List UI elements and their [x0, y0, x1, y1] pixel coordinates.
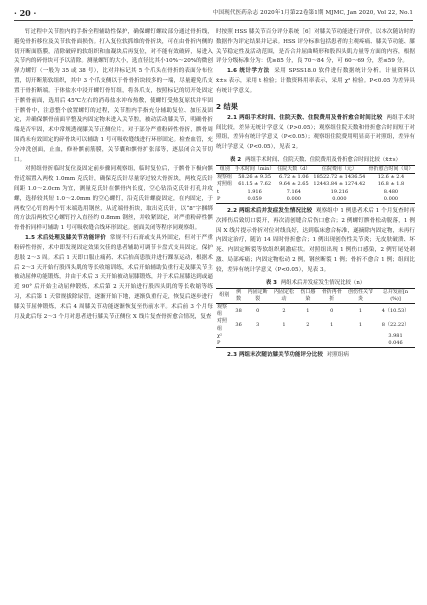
page-number: · 20 · — [14, 8, 37, 18]
table-cell: 16.8 ± 1.8 — [377, 181, 405, 188]
paragraph-text: 采用 SPSS18.0 软件进行数据统计分析。计量资料以 x̄±s 表示，采用 t 检验；计数资料用率表示，采用 χ² 检验。P<0.05 为差异具有统计学意义。 — [216, 68, 415, 94]
table-cell: 0.000 — [312, 196, 367, 204]
table-3 — [216, 288, 415, 349]
right-column — [216, 28, 415, 598]
table-cell: 0.000 — [276, 196, 312, 204]
table-cell: 对照组 — [217, 318, 228, 332]
table-header-cell: 住院天数（d） — [277, 165, 311, 172]
table-cell: 61.15 ± 7.62 — [238, 181, 272, 188]
paragraph: 对照组骨折临时复位及固定前步骤同观察组，临时复位后，于髌骨下极向髌骨近端置入两枚 1.0mm 克氏针，确保克氏针尽量穿过较大骨折块，两枚克氏针间距 1.0～2.0cm 为宜，测量克氏针在髌骨内长度，空心钻沿克氏针打孔并攻螺，选择较其短 1.0～2.0mm 的空心螺钉，沿克氏针螺旋固定，在内固定，于两枚空心钉的两个钉末端选用钢丝，从近端骨折块，取出克氏针，以“8”字捆绑的方法沿两枚空心螺钉拧入直径约 0.8mm 钢丝，并收紧固定，对严重粉碎性髌骨骨折同样可辅助 1 号可吸收缝合线环形固定。创面关闭等程序同观察组。 — [14, 166, 213, 232]
table-cell: 1 — [306, 307, 310, 314]
table-header-cell: 创伤性关节炎 — [345, 288, 376, 303]
table-cell: 19.216 — [330, 188, 349, 195]
running-header — [14, 6, 413, 21]
paragraph — [14, 234, 213, 322]
table-cell: 2 — [306, 322, 310, 329]
table-header-cell: 组别 — [216, 165, 233, 173]
journal-title: 中国现代医药杂志 2020年1月第22卷第1期 MJMC, Jan 2020, Vol 22, No.1 — [212, 10, 413, 16]
table-row — [216, 196, 415, 204]
table-cell — [233, 333, 245, 340]
table-cell: 1 — [358, 307, 363, 314]
section-heading: 2.3 两组末次随访膝关节功能评分比较 — [227, 352, 323, 359]
table-header-cell: 骨折再骨折 — [319, 288, 345, 303]
table-cell: t — [217, 188, 220, 195]
paragraph-text: 对照组病 — [326, 352, 349, 359]
table-cell: 0.046 — [376, 340, 415, 348]
table-cell: 12443.84 ± 1274.42 — [313, 181, 366, 188]
table-cell — [345, 340, 376, 348]
table-cell: 观察组 — [217, 304, 228, 318]
table-cell: 0.059 — [233, 196, 275, 204]
table-cell: P — [216, 340, 233, 348]
paragraph-text: 两组手术时间比较，差异无统计学意义（P>0.05）；观察组住院天数和骨折愈合时间短于对照组，差异有统计学意义（P<0.05）；观察组住院费用明显高于对照组，差异有统计学意义（P<0.05），见表 2。 — [216, 114, 415, 151]
table-header-cell: 住院费用（元） — [312, 165, 367, 173]
table-cell: 1 — [330, 322, 334, 329]
table-cell: 3 — [256, 322, 260, 329]
table-cell: 3.981 — [388, 332, 403, 339]
table-cell: 观察组 — [217, 174, 233, 181]
table-cell: 7.164 — [286, 188, 301, 195]
table-cell — [271, 340, 297, 348]
table-row — [216, 181, 415, 188]
table-cell: 对照组 — [217, 181, 233, 188]
table-cell — [245, 340, 271, 348]
table-row — [216, 304, 415, 319]
table-header-cell: 内固定断裂 — [245, 288, 271, 303]
table-header-cell: 例数 — [233, 288, 245, 303]
table-cell — [345, 333, 376, 340]
section-heading: 2.2 两组术后并发症发生情况比较 — [227, 207, 313, 214]
paragraph — [216, 351, 415, 361]
table-cell — [245, 333, 271, 340]
table-row — [216, 174, 415, 182]
paragraph — [216, 114, 415, 153]
paragraph — [216, 67, 415, 96]
table-cell: 38 — [235, 307, 242, 314]
table-row — [216, 340, 415, 348]
table-cell: 58.26 ± 9.35 — [238, 174, 272, 181]
table-row — [216, 318, 415, 332]
table-cell — [319, 340, 345, 348]
table-header-cell: 伤口感染 — [297, 288, 318, 303]
table-header-cell: 组别 — [216, 288, 233, 303]
table-header-cell: 手术时间（min） — [234, 165, 275, 172]
section-heading: 1.6 统计学方法 — [227, 68, 270, 75]
section-heading: 2.1 两组手术时间、住院天数、住院费用及骨折愈合时间比较 — [227, 114, 383, 121]
table-cell: 12.6 ± 2.4 — [377, 174, 405, 181]
table-cell — [233, 340, 245, 348]
table-cell: 9.64 ± 2.65 — [279, 181, 309, 188]
table-cell: 1.916 — [247, 188, 262, 195]
table-header-cell: 内固定松动 — [271, 288, 297, 303]
section-heading: 1.5 术后处理及膝关节功能评价 — [25, 235, 106, 242]
table-cell: 4（10.53） — [381, 307, 410, 314]
table-cell: 0 — [330, 307, 334, 314]
table-cell: 6.72 ± 1.06 — [279, 174, 309, 181]
table-caption — [216, 156, 415, 164]
table-cell — [271, 333, 297, 340]
table-caption-text: 两组术后并发症发生情况比较（n） — [280, 279, 366, 286]
paragraph: 时按照 HSS 膝关节百分评分系统［6］对膝关节功能进行评价，以本次随访时的数据作为评定结果并记录。HSS 评分标准包括患者的主观疼痛、膝关节功能、膝关节稳定性及活动范围，是否合并屈曲畸形和股四头肌力量等方面的内容，根据评分分级标准分为：优≥85 分，良 70～84 分，可 60～69 分，差≤59 分。 — [216, 29, 415, 65]
table-cell — [297, 333, 318, 340]
paragraph: 钉过程中关节腔内的手指全程辅助性保护，确保螺钉螺纹部分通过骨折线，避免骨折移位及关节软骨面损伤。打入复位软抓维的骨折块，可在由骨折内侧的切开断面筋膜，清除破碎的软组织和血凝块后再复位，对不能有效破碎，易进入关节内的碎骨块可予以清除。测量螺钉的大小，选直径比其小10%～20%的微创弹力螺钉（一般为 35 或 38 号），比对并标记其 5 个爪头在骨折的表面分布位置，切开断筋软组织，其中 3 个爪支侧以于骨骨折块较多的一端，尽量避免爪支置于骨折断端。于体盐水中浸开螺钉骨钉组，将各爪支，按照标记的切开处固定于髌骨前面，选用后 45℃左右的消毒盐水冲布热敷，使螺钉受热复原状并牢固于髌骨中，注意整个放置螺钉的过程，关节腔内手指充分辅助复位、加压及固定，并确保髌骨前面平整及内固定物未进入关节腔，被动活动膝关节，明确骨折端是否牢固，术中常规透视膝关节正侧位片。对于部分严重粉碎性骨折，髌骨周围尚未有效固定的碎骨块可以辅助 1 号可吸收缝线进行环形固定。检查血管，充分冲洗创面，止血，修补髌前筋膜，关节囊和髌骨扩张部等，逐层闭合关节切口。 — [14, 29, 213, 163]
paragraph-text: 常规不行石膏或支具外固定，但对于严重粉碎性骨折，术中即发现固定效果欠佳的患者辅助可调节卡盘式支具固定，保护患肢 2～3 周。术后 1 天即口服止痛药、术后抬高患肢并进行踝泵运动，根据术后 2～3 天开始行股四头肌的等长收缩训练，术后开始辅助负重行走及膝关节主被动屈伸功能锻炼，并由于术后 3 天开始被动屈膝锻炼，并于术后屈膝达到或逼近 90° 后开始主动屈伸锻炼，术后第 2 天开始进行股四头肌的等长收缩等练习，术后第 1 天常规拔除尿管，逐渐开始下地，逐渐负重行走，恢复后逐步进行膝关节屈伸锻炼，术后 4 周膝关节功能逐渐恢复至伤前水平。术后前 3 个月每月及此后每 2～3 个月对患者进行膝关节正侧位 X 线片复查骨折愈合情况，复查 — [14, 235, 213, 320]
table-cell: 18522.72 ± 1436.54 — [313, 174, 366, 181]
table-cell: 1 — [282, 322, 286, 329]
table-cell: 8.480 — [383, 188, 399, 195]
table-row — [216, 333, 415, 340]
table-cell: P — [216, 196, 233, 204]
left-column — [14, 28, 213, 598]
table-caption — [216, 279, 415, 287]
table-label: 表 2 — [230, 156, 242, 163]
table-cell — [319, 333, 345, 340]
table-cell: 36 — [235, 322, 242, 329]
table-cell: χ² — [217, 332, 223, 339]
table-row — [216, 189, 415, 196]
table-caption-text: 两组手术时间、住院天数、住院费用及骨折愈合时间比较（x̄±s） — [245, 156, 401, 163]
table-cell: 2 — [282, 307, 286, 314]
table-label: 表 3 — [265, 279, 277, 286]
table-cell: 0.000 — [367, 196, 415, 204]
table-cell: 8（22.22） — [381, 322, 410, 329]
table-cell: 1 — [358, 322, 363, 329]
table-header-cell: 总并发症[n (%)] — [376, 288, 415, 303]
table-cell: 0 — [256, 307, 260, 314]
table-2 — [216, 165, 415, 204]
table-cell — [297, 340, 318, 348]
paragraph — [216, 207, 415, 276]
paragraph-text: 观察组中 1 例患者术后 1 个月复查时再次摔伤后致切口裂开，再次清创缝合后伤口愈合；2 例螺钉髌骨松动脱落，1 例因 X 线片提示骨折对位对线良好，达到临床愈合标准，遂摘除内固定物，未再行内固定治疗，随访 14 周时骨折愈合；1 例出现创伤性关节炎；无皮肤破溃、坏死、内固定断裂等软组织刺激症状。对照组出现 1 例伤口感染，2 例钉尾处刺激、局部疼痛；内固定物松动 2 例，钢丝断裂 1 例；骨折不愈合 1 例；组间比较，差异有统计学意义（P<0.05），见表 3。 — [216, 207, 415, 273]
table-header-cell: 骨折愈合时间（周） — [368, 165, 414, 172]
section-title: 2 结果 — [216, 101, 238, 111]
